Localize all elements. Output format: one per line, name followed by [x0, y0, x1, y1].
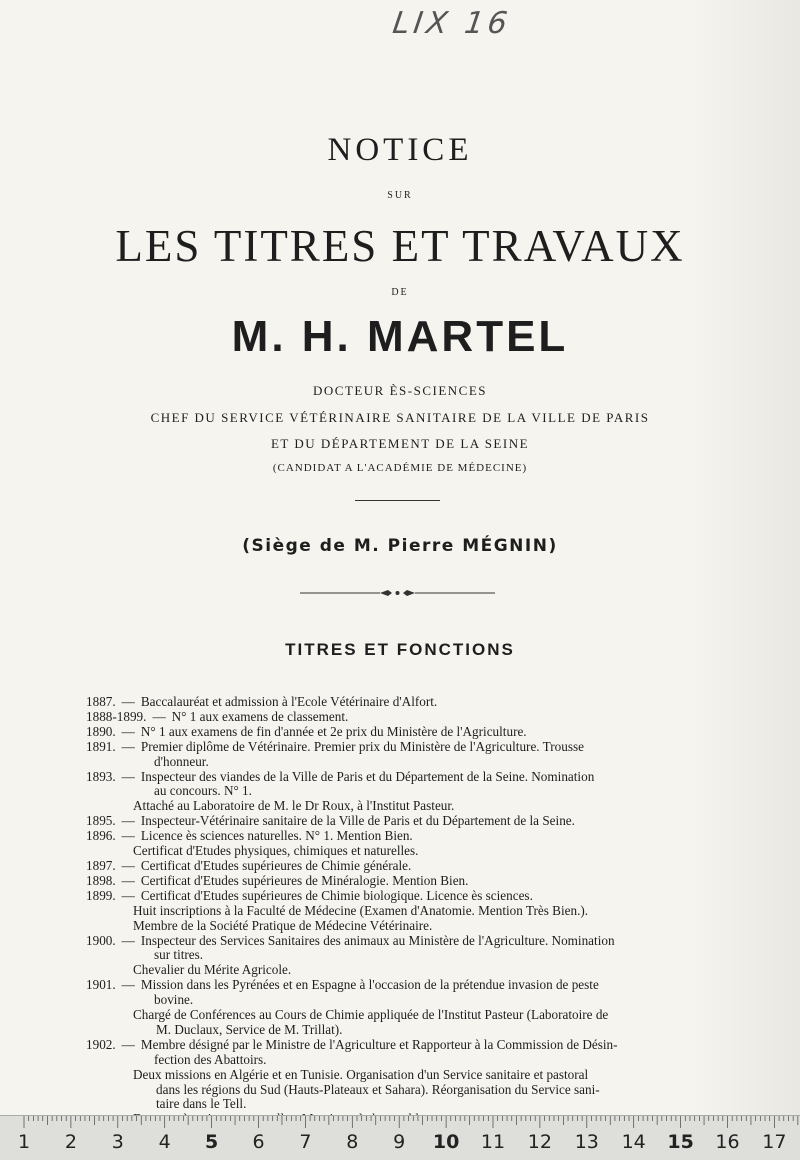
entry-text: N° 1 aux examens de fin d'année et 2e prix du Ministère de l'Agriculture. — [140, 723, 527, 739]
list-item — [86, 725, 756, 740]
entry-continuation: bovine. — [154, 992, 194, 1008]
entry-text: Huit inscriptions à la Faculté de Médecine (Examen d'Anatomie. Mention Très Bien.). — [133, 902, 589, 918]
ruler-number: 11 — [480, 1131, 506, 1153]
entry-text: Certificat d'Etudes supérieures de Chimie générale. — [140, 857, 412, 873]
ruler-number: 1 — [17, 1131, 31, 1153]
entry-year: 1887. — [86, 694, 116, 709]
entry-dash: — — [121, 813, 135, 829]
entry-year: 1891. — [86, 738, 116, 754]
ruler-number: 2 — [64, 1131, 77, 1153]
chef-line: CHEF DU SERVICE VÉTÉRINAIRE SANITAIRE DE LA VILLE DE PARIS — [150, 410, 650, 425]
list-item — [86, 1008, 756, 1023]
notice-heading: NOTICE — [327, 132, 473, 168]
entry-text: Inspecteur des Services Sanitaires des animaux au Ministère de l'Agriculture. Nomination — [140, 932, 615, 948]
entry-continuation: d'honneur. — [154, 753, 209, 769]
list-item — [86, 859, 756, 874]
ruler-number: 10 — [432, 1131, 460, 1153]
ruler-number: 13 — [574, 1131, 599, 1153]
entry-dash: — — [121, 932, 135, 948]
list-item — [86, 710, 756, 725]
ruler-number: 4 — [158, 1131, 171, 1153]
entry-text: Chevalier du Mérite Agricole. — [133, 962, 292, 978]
list-item — [86, 963, 756, 978]
list-item — [86, 1038, 756, 1053]
entry-continuation: au concours. N° 1. — [154, 783, 252, 799]
ruler-number: 12 — [527, 1131, 552, 1153]
entry-year: 1888-1899. — [86, 708, 147, 724]
handwritten-annotation: LIX 16 — [390, 6, 514, 41]
ruler-number: 6 — [252, 1131, 265, 1153]
siege-line: (Siège de M. Pierre MÉGNIN) — [242, 536, 558, 556]
ruler-number: 8 — [346, 1131, 359, 1153]
entry-text: Inspecteur-Vétérinaire sanitaire de la Ville de Paris et du Département de la Seine. — [140, 813, 575, 829]
entry-text: Inspecteur des viandes de la Ville de Paris et du Département de la Seine. Nomination — [140, 768, 595, 784]
entry-continuation: taire dans le Tell. — [156, 1096, 247, 1112]
ruler-number: 7 — [299, 1131, 312, 1153]
entry-dash: — — [121, 738, 135, 754]
entry-year: 1896. — [86, 828, 116, 844]
ruler-number: 5 — [204, 1131, 219, 1153]
entry-text: Membre de la Société Pratique de Médecine Vétérinaire. — [133, 917, 433, 933]
divider-rule — [355, 500, 440, 501]
entry-dash: — — [121, 857, 135, 873]
entries-list — [86, 695, 756, 1127]
sur-label: SUR — [387, 190, 413, 201]
list-item — [86, 829, 756, 844]
list-item — [86, 814, 756, 829]
ruler-number: 9 — [393, 1131, 406, 1153]
list-item — [86, 904, 756, 919]
entry-continuation: sur titres. — [154, 947, 204, 963]
entry-dash: — — [121, 1036, 135, 1052]
entry-text: Certificat d'Etudes supérieures de Chimie biologique. Licence ès sciences. — [140, 887, 533, 903]
measuring-ruler — [0, 1115, 800, 1160]
entry-dash: — — [121, 723, 135, 739]
entry-year: 1900. — [86, 932, 116, 948]
list-item — [86, 740, 756, 755]
entry-year: 1899. — [86, 887, 116, 903]
entry-text: Licence ès sciences naturelles. N° 1. Mention Bien. — [140, 828, 413, 844]
entry-year: 1901. — [86, 977, 116, 993]
ornament-divider — [300, 588, 495, 598]
ruler-number: 16 — [715, 1131, 740, 1153]
entry-continuation: dans les régions du Sud (Hauts-Plateaux et Sahara). Réorganisation du Service sani- — [156, 1081, 600, 1097]
ruler-number: 15 — [667, 1131, 694, 1153]
entry-year: 1902. — [86, 1036, 116, 1052]
entry-dash: — — [121, 887, 135, 903]
entry-text: Baccalauréat et admission à l'Ecole Vétérinaire d'Alfort. — [140, 694, 438, 709]
section-title: TITRES ET FONCTIONS — [285, 640, 515, 659]
list-item — [86, 978, 756, 993]
entry-text: Mission dans les Pyrénées et en Espagne à l'occasion de la prétendue invasion de peste — [140, 977, 599, 993]
entry-dash: — — [121, 977, 135, 993]
entry-year: 1893. — [86, 768, 116, 784]
entry-dash: — — [121, 768, 135, 784]
list-item — [86, 889, 756, 904]
list-item — [86, 934, 756, 949]
entry-year: 1898. — [86, 872, 116, 888]
docteur-line: DOCTEUR ÈS-SCIENCES — [312, 383, 488, 398]
entry-text: Deux missions en Algérie et en Tunisie. Organisation d'un Service sanitaire et pastoral — [133, 1066, 589, 1082]
entry-text: N° 1 aux examens de classement. — [171, 708, 349, 724]
entry-dash: — — [121, 872, 135, 888]
entry-text: Certificat d'Etudes supérieures de Minéralogie. Mention Bien. — [140, 872, 469, 888]
ruler-number: 14 — [621, 1131, 646, 1153]
list-item — [86, 1068, 756, 1083]
list-item — [86, 799, 756, 814]
list-item — [86, 874, 756, 889]
entry-text: Attaché au Laboratoire de M. le Dr Roux, à l'Institut Pasteur. — [133, 798, 455, 814]
entry-text: Chargé de Conférences au Cours de Chimie appliquée de l'Institut Pasteur (Laboratoire de — [133, 1007, 609, 1023]
titres-heading: LES TITRES ET TRAVAUX — [115, 221, 685, 271]
ruler-number: 17 — [762, 1131, 787, 1153]
de-label: DE — [391, 287, 409, 298]
list-item — [86, 919, 756, 934]
list-item — [86, 770, 756, 785]
entry-year: 1897. — [86, 857, 116, 873]
candidat-line: (CANDIDAT A L'ACADÉMIE DE MÉDECINE) — [272, 462, 528, 474]
entry-dash: — — [121, 694, 135, 709]
list-item — [86, 695, 756, 710]
entry-text: Premier diplôme de Vétérinaire. Premier prix du Ministère de l'Agriculture. Trousse — [140, 738, 584, 754]
entry-dash: — — [152, 708, 166, 724]
entry-text: Certificat d'Etudes physiques, chimiques et naturelles. — [133, 843, 419, 859]
ruler-number: 3 — [111, 1131, 124, 1153]
entry-text: Membre désigné par le Ministre de l'Agriculture et Rapporteur à la Commission de Désin- — [140, 1036, 618, 1052]
entry-dash: — — [121, 828, 135, 844]
entry-continuation: M. Duclaux, Service de M. Trillat). — [156, 1021, 343, 1037]
departement-line: ET DU DÉPARTEMENT DE LA SEINE — [270, 436, 530, 451]
entry-year: 1890. — [86, 723, 116, 739]
list-item — [86, 844, 756, 859]
author-name: M. H. MARTEL — [231, 312, 569, 361]
entry-continuation: fection des Abattoirs. — [154, 1051, 267, 1067]
entry-year: 1895. — [86, 813, 116, 829]
